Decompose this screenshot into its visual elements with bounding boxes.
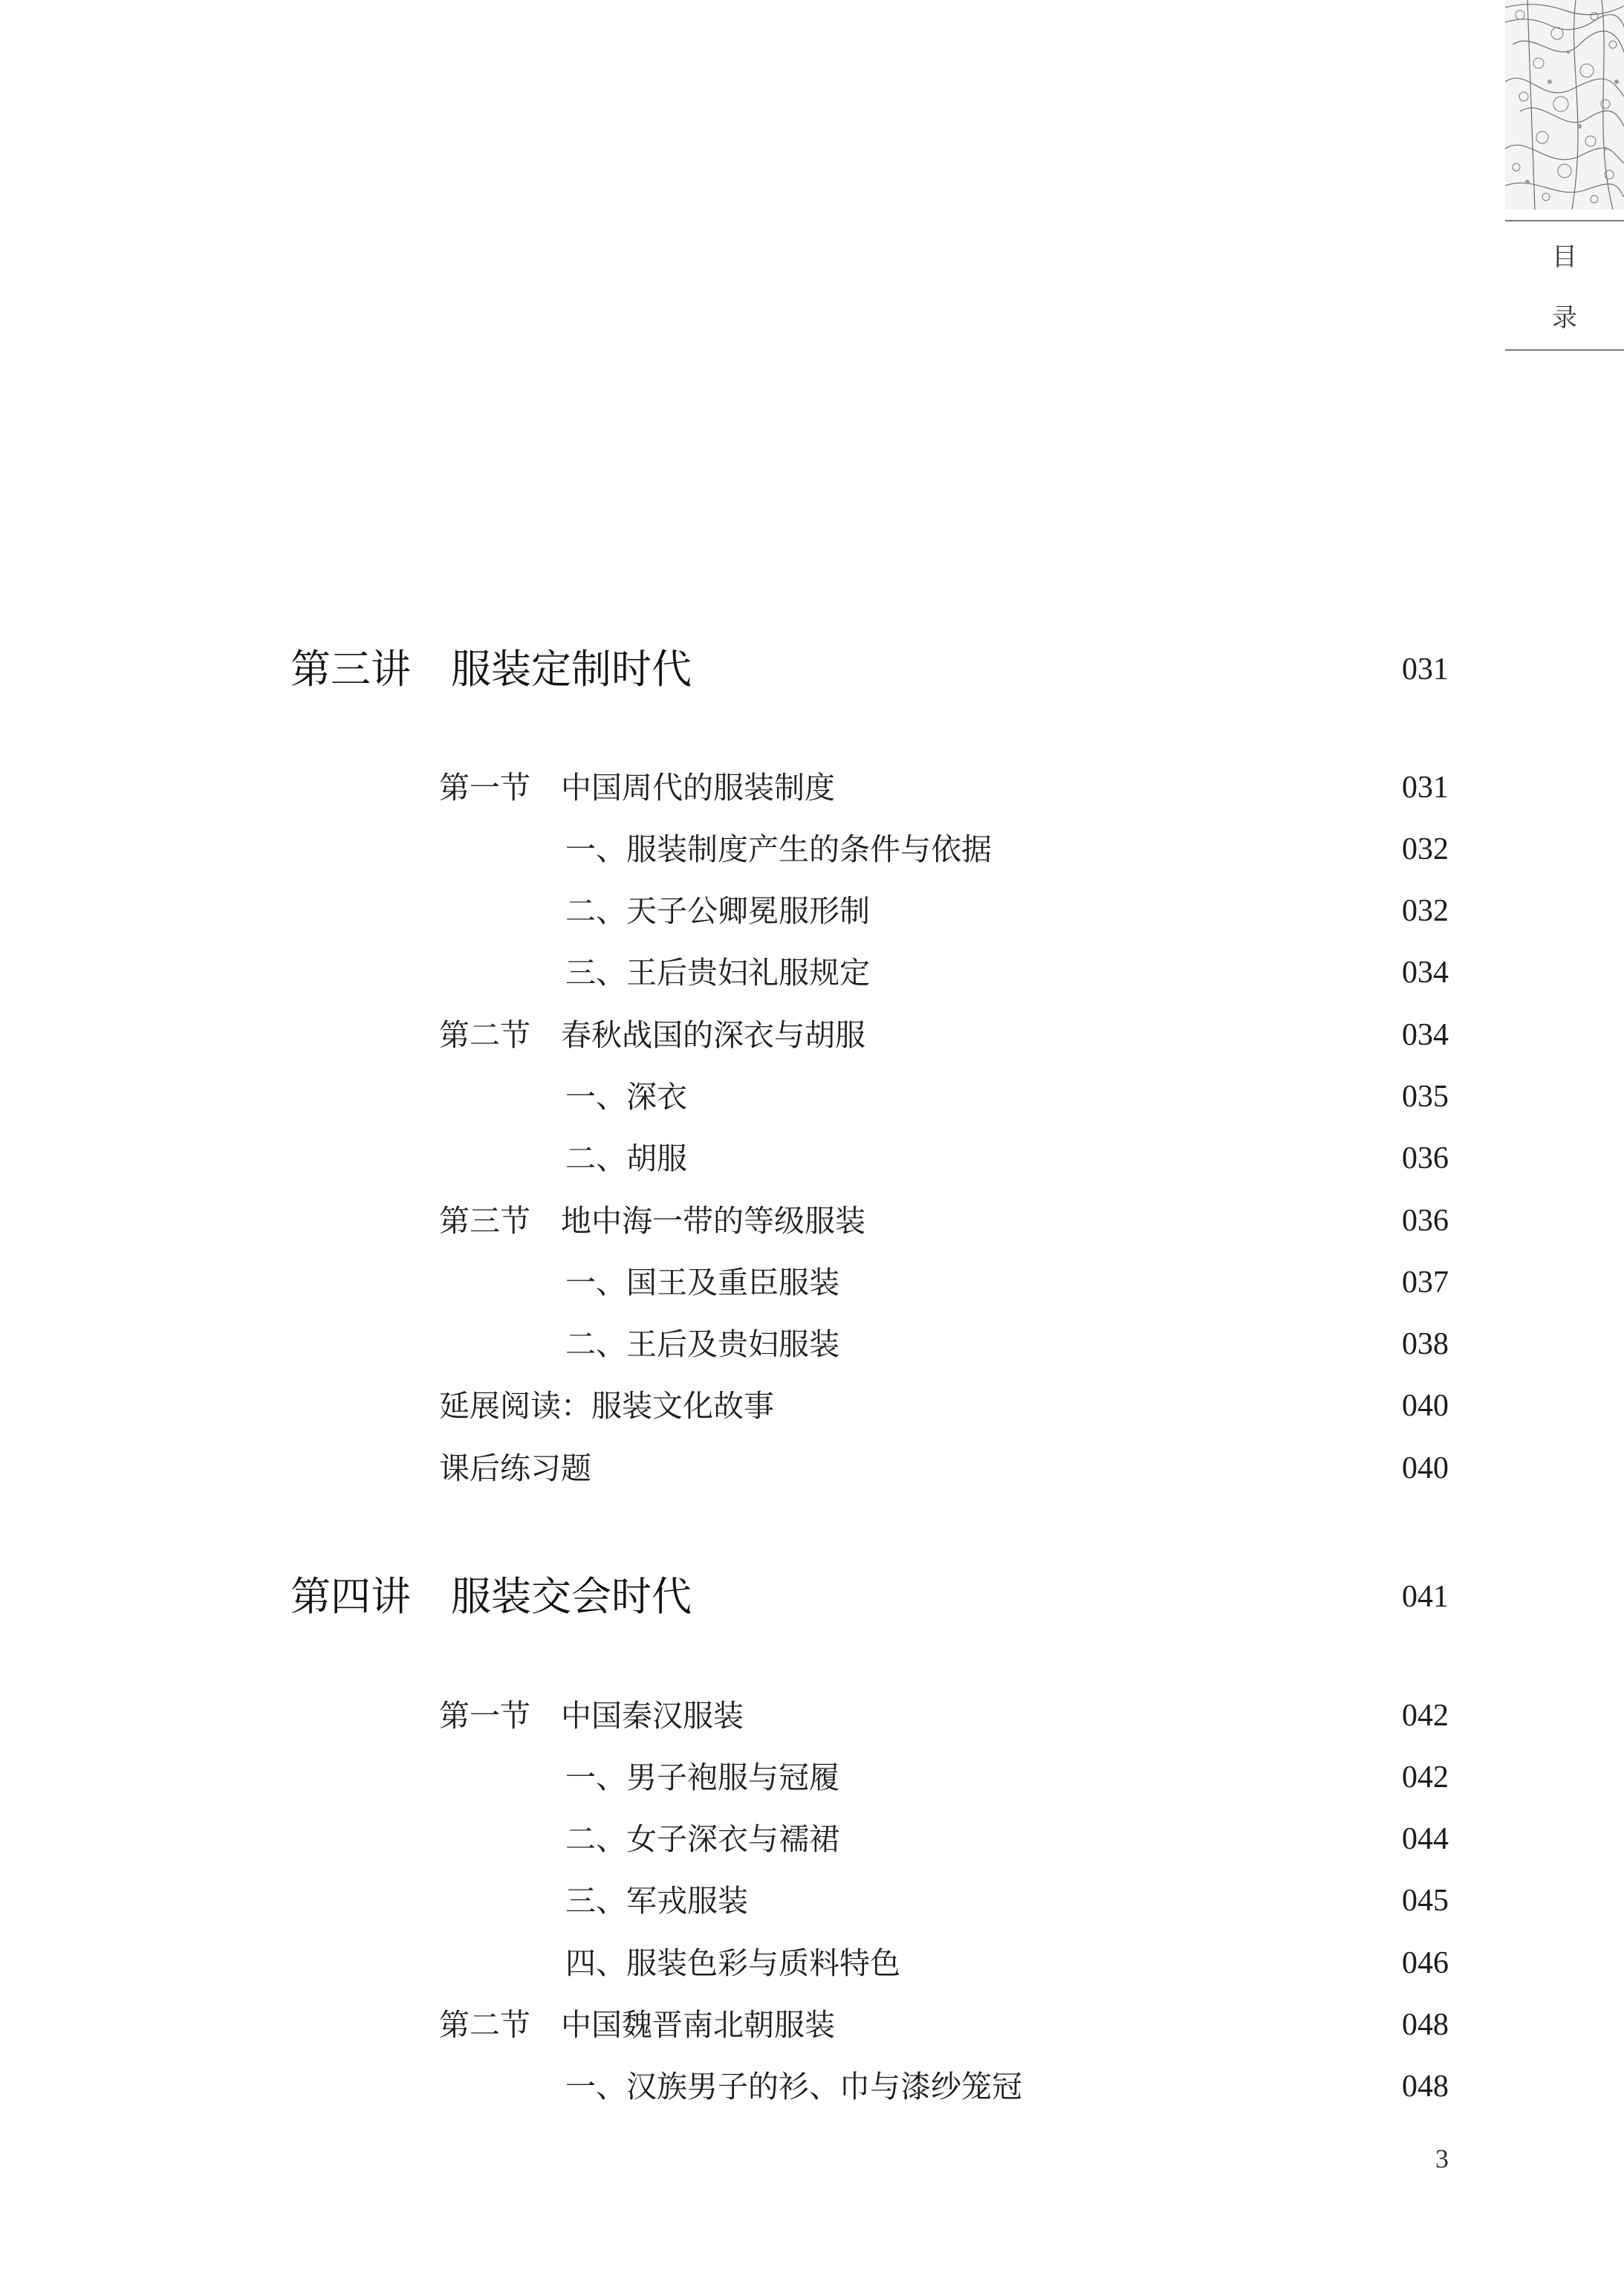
toc-item-title: 二、天子公卿冕服形制 bbox=[565, 893, 870, 929]
toc-item-title: 二、女子深衣与襦裙 bbox=[565, 1821, 839, 1857]
toc-item-title: 一、汉族男子的衫、巾与漆纱笼冠 bbox=[565, 2069, 1022, 2104]
toc-chapter-title: 第四讲 服装交会时代 bbox=[290, 1573, 692, 1620]
toc-item-title: 三、王后贵妇礼服规定 bbox=[565, 955, 870, 991]
toc-page-number: 048 bbox=[1402, 2008, 1449, 2042]
toc-page-number: 040 bbox=[1402, 1451, 1449, 1485]
toc-item[interactable] bbox=[0, 889, 1624, 933]
toc-item-title: 二、胡服 bbox=[565, 1141, 687, 1176]
toc-section-title: 第二节 中国魏晋南北朝服装 bbox=[439, 2007, 835, 2043]
toc-section-title: 第一节 中国秦汉服装 bbox=[439, 1698, 744, 1734]
toc-item-title: 一、深衣 bbox=[565, 1079, 687, 1115]
toc-item[interactable] bbox=[0, 827, 1624, 872]
toc-page-number: 036 bbox=[1402, 1204, 1449, 1238]
toc-page-number: 046 bbox=[1402, 1946, 1449, 1980]
toc-page-number: 037 bbox=[1402, 1265, 1449, 1300]
toc-section-title: 延展阅读：服装文化故事 bbox=[439, 1388, 774, 1424]
toc-section-title: 第三节 地中海一带的等级服装 bbox=[439, 1203, 865, 1239]
toc-item[interactable] bbox=[0, 1755, 1624, 1800]
toc-page-number: 041 bbox=[1402, 1580, 1449, 1614]
toc-page-number: 034 bbox=[1402, 1018, 1449, 1052]
toc-page-number: 042 bbox=[1402, 1760, 1449, 1795]
toc-page-number: 032 bbox=[1402, 894, 1449, 928]
toc-item[interactable] bbox=[0, 1817, 1624, 1861]
toc-section-title: 第二节 春秋战国的深衣与胡服 bbox=[439, 1017, 865, 1053]
toc-item[interactable] bbox=[0, 1879, 1624, 1923]
toc-item[interactable] bbox=[0, 1322, 1624, 1367]
side-tab-bottom-rule bbox=[1505, 349, 1624, 351]
toc-item-title: 一、国王及重臣服装 bbox=[565, 1265, 839, 1300]
toc-section[interactable] bbox=[0, 1013, 1624, 1057]
toc-section[interactable] bbox=[0, 1693, 1624, 1738]
toc-chapter-4[interactable] bbox=[0, 1575, 1624, 1619]
toc-item[interactable] bbox=[0, 950, 1624, 995]
toc-page-number: 045 bbox=[1402, 1884, 1449, 1918]
toc-item-title: 一、服装制度产生的条件与依据 bbox=[565, 832, 992, 867]
side-tab-char-mu: 目 bbox=[1552, 242, 1577, 272]
toc-section-title: 第一节 中国周代的服装制度 bbox=[439, 770, 835, 805]
toc-page-number: 040 bbox=[1402, 1389, 1449, 1423]
toc-item-title: 三、军戎服装 bbox=[565, 1883, 748, 1919]
toc-page-number: 031 bbox=[1402, 652, 1449, 687]
toc-page-number: 036 bbox=[1402, 1141, 1449, 1176]
toc-item[interactable] bbox=[0, 1136, 1624, 1181]
toc-item-title: 二、王后及贵妇服装 bbox=[565, 1326, 839, 1362]
toc-chapter-3[interactable] bbox=[0, 647, 1624, 692]
toc-chapter-title: 第三讲 服装定制时代 bbox=[290, 646, 692, 693]
side-tab-top-rule bbox=[1505, 220, 1624, 221]
toc-page-number: 044 bbox=[1402, 1822, 1449, 1856]
toc-page-number: 048 bbox=[1402, 2069, 1449, 2104]
toc-page-number: 034 bbox=[1402, 956, 1449, 990]
toc-item-title: 一、男子袍服与冠履 bbox=[565, 1760, 839, 1795]
toc-page-number: 032 bbox=[1402, 832, 1449, 866]
toc-exercises[interactable] bbox=[0, 1446, 1624, 1491]
side-tab-char-lu: 录 bbox=[1552, 303, 1577, 333]
toc-section[interactable] bbox=[0, 765, 1624, 810]
toc-item[interactable] bbox=[0, 1941, 1624, 1986]
toc-item[interactable] bbox=[0, 2064, 1624, 2109]
toc-section[interactable] bbox=[0, 1199, 1624, 1243]
toc-section[interactable] bbox=[0, 2003, 1624, 2047]
toc-extended-reading[interactable] bbox=[0, 1384, 1624, 1428]
toc-item[interactable] bbox=[0, 1074, 1624, 1119]
toc-page-number: 035 bbox=[1402, 1080, 1449, 1114]
toc-page-number: 042 bbox=[1402, 1699, 1449, 1733]
toc-section-title: 课后练习题 bbox=[439, 1450, 591, 1486]
toc-page-number: 031 bbox=[1402, 771, 1449, 805]
toc-page-number: 038 bbox=[1402, 1327, 1449, 1361]
page-number: 3 bbox=[1435, 2144, 1449, 2174]
toc-item-title: 四、服装色彩与质料特色 bbox=[565, 1945, 900, 1981]
floral-ornament-image bbox=[1505, 0, 1624, 210]
toc-item[interactable] bbox=[0, 1260, 1624, 1305]
